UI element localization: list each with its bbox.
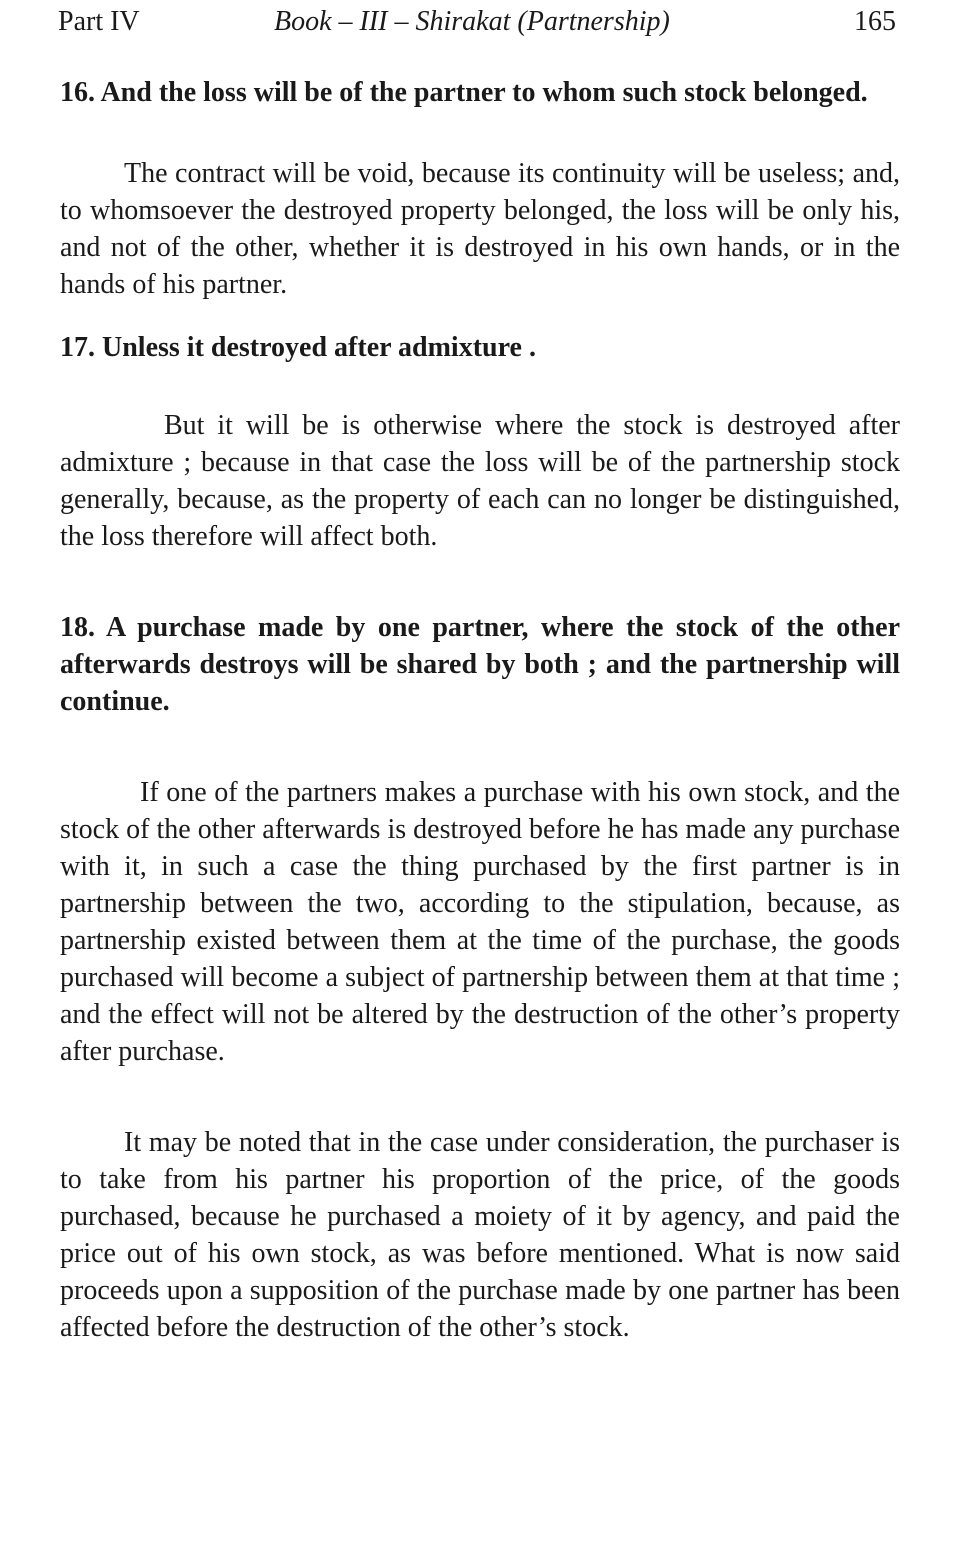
header-book-title: Book – III – Shirakat (Partnership) [274, 6, 670, 37]
closing-paragraph: It may be noted that in the case under consideration, the purchaser is to take from his partner his proportion of the price, of the goods purchased, because he purchased a moiety of it by agency, and paid the price out of his own stock, as was before mentioned. What is now said proceeds upon a supposition of the purchase made by one partner has been affected before the destruction of the other’s stock. [60, 1127, 900, 1343]
section-17-paragraph: But it will be is otherwise where the stock is destroyed after admixture ; because in that case the loss will be of the partnership stock generally, because, as the property of each can no longer be distinguished, the loss therefore will affect both. [60, 410, 900, 552]
section-16-paragraph: The contract will be void, because its continuity will be useless; and, to whomsoever the destroyed property belonged, the loss will be only his, and not of the other, whether it is destroyed in his own hands, or in the hands of his partner. [60, 158, 900, 300]
running-header [58, 4, 900, 44]
section-18-paragraph: If one of the partners makes a purchase with his own stock, and the stock of the other afterwards is destroyed before he has made any purchase with it, in such a case the thing purchased by the first partner is in partnership between the two, according to the stipulation, because, as partnership existed between them at the time of the purchase, the goods purchased will become a subject of partnership between them at that time ; and the effect will not be altered by the destruction of the other’s property after purchase. [60, 777, 900, 1067]
section-17-heading: 17. Unless it destroyed after admixture . [60, 332, 536, 363]
section-18-heading: 18. A purchase made by one partner, where the stock of the other afterwards destroys will be shared by both ; and the partnership will continue. [60, 612, 900, 717]
page-number: 165 [854, 6, 896, 37]
header-part-label: Part IV [58, 6, 140, 37]
page-body [60, 74, 900, 1346]
section-16-heading: 16. And the loss will be of the partner to whom such stock belonged. [60, 77, 868, 108]
